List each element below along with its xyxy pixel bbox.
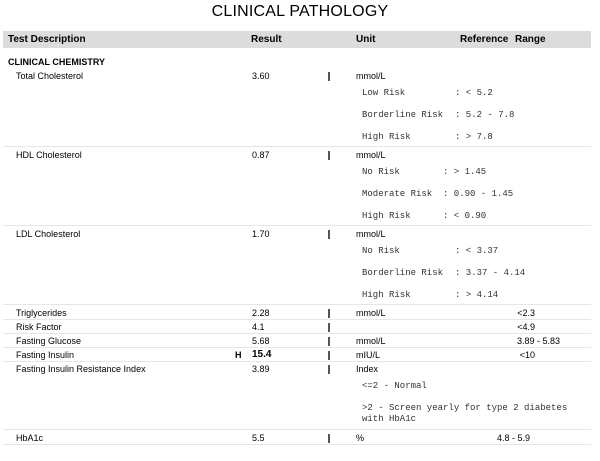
header-result: Result — [251, 34, 282, 45]
result-separator — [328, 230, 330, 239]
row-divider — [3, 429, 591, 430]
risk-label: High Risk — [362, 211, 411, 221]
result-separator — [328, 351, 330, 360]
risk-value: : 5.2 - 7.8 — [455, 110, 515, 120]
test-name: Triglycerides — [16, 308, 67, 318]
row-divider — [3, 333, 591, 334]
test-unit: mmol/L — [356, 229, 386, 239]
risk-value: : < 0.90 — [443, 211, 487, 221]
risk-label: Borderline Risk — [362, 268, 444, 278]
test-name: Risk Factor — [16, 322, 62, 332]
reference-range: <4.9 — [517, 322, 535, 332]
test-name: Fasting Glucose — [16, 336, 82, 346]
result-separator — [328, 365, 330, 374]
test-result: 15.4 — [252, 349, 272, 360]
test-unit: % — [356, 433, 365, 443]
result-separator — [328, 323, 330, 332]
test-result: 1.70 — [252, 229, 270, 239]
test-name: HDL Cholesterol — [16, 150, 82, 160]
row-divider — [3, 347, 591, 348]
result-separator — [328, 434, 330, 443]
risk-label: No Risk — [362, 246, 400, 256]
row-divider — [3, 146, 591, 147]
test-result: 3.89 — [252, 364, 270, 374]
result-separator — [328, 72, 330, 81]
test-result: 4.1 — [252, 322, 265, 332]
reference-range: <2.3 — [517, 308, 535, 318]
test-result: 2.28 — [252, 308, 270, 318]
risk-value: : 3.37 - 4.14 — [455, 268, 526, 278]
risk-label: Borderline Risk — [362, 110, 444, 120]
test-name: HbA1c — [16, 433, 44, 443]
high-flag: H — [235, 350, 242, 360]
test-result: 5.68 — [252, 336, 270, 346]
row-divider — [3, 304, 591, 305]
header-unit: Unit — [356, 34, 376, 45]
row-divider — [3, 319, 591, 320]
risk-value: : > 1.45 — [443, 167, 487, 177]
risk-value: : < 5.2 — [455, 88, 493, 98]
test-unit: Index — [356, 364, 379, 374]
test-unit: mmol/L — [356, 71, 386, 81]
test-name: Fasting Insulin Resistance Index — [16, 364, 146, 374]
index-note: >2 - Screen yearly for type 2 diabetes — [362, 403, 568, 413]
test-name: LDL Cholesterol — [16, 229, 81, 239]
row-divider — [3, 225, 591, 226]
test-result: 0.87 — [252, 150, 270, 160]
result-separator — [328, 309, 330, 318]
header-range: Range — [515, 34, 546, 45]
test-result: 5.5 — [252, 433, 265, 443]
test-name: Fasting Insulin — [16, 350, 75, 360]
risk-label: High Risk — [362, 132, 411, 142]
index-note: with HbA1c — [362, 414, 417, 424]
header-reference: Reference — [460, 34, 509, 45]
reference-range: 3.89 - 5.83 — [516, 336, 560, 346]
risk-label: Low Risk — [362, 88, 406, 98]
reference-range: 4.8 - 5.9 — [496, 433, 530, 443]
section-heading: CLINICAL CHEMISTRY — [8, 57, 106, 67]
risk-value: : > 7.8 — [455, 132, 493, 142]
row-divider — [3, 444, 591, 445]
result-separator — [328, 151, 330, 160]
result-separator — [328, 337, 330, 346]
page-title: CLINICAL PATHOLOGY — [211, 3, 389, 20]
risk-label: High Risk — [362, 290, 411, 300]
risk-value: : 0.90 - 1.45 — [443, 189, 514, 199]
row-divider — [3, 361, 591, 362]
risk-label: No Risk — [362, 167, 400, 177]
index-note: <=2 - Normal — [362, 381, 427, 391]
test-name: Total Cholesterol — [16, 71, 84, 81]
risk-label: Moderate Risk — [362, 189, 433, 199]
reference-range: <10 — [519, 350, 535, 360]
test-unit: mIU/L — [356, 350, 381, 360]
header-test-description: Test Description — [8, 34, 86, 45]
test-unit: mmol/L — [356, 336, 386, 346]
risk-value: : > 4.14 — [455, 290, 499, 300]
test-unit: mmol/L — [356, 308, 386, 318]
risk-value: : < 3.37 — [455, 246, 499, 256]
test-unit: mmol/L — [356, 150, 386, 160]
test-result: 3.60 — [252, 71, 270, 81]
